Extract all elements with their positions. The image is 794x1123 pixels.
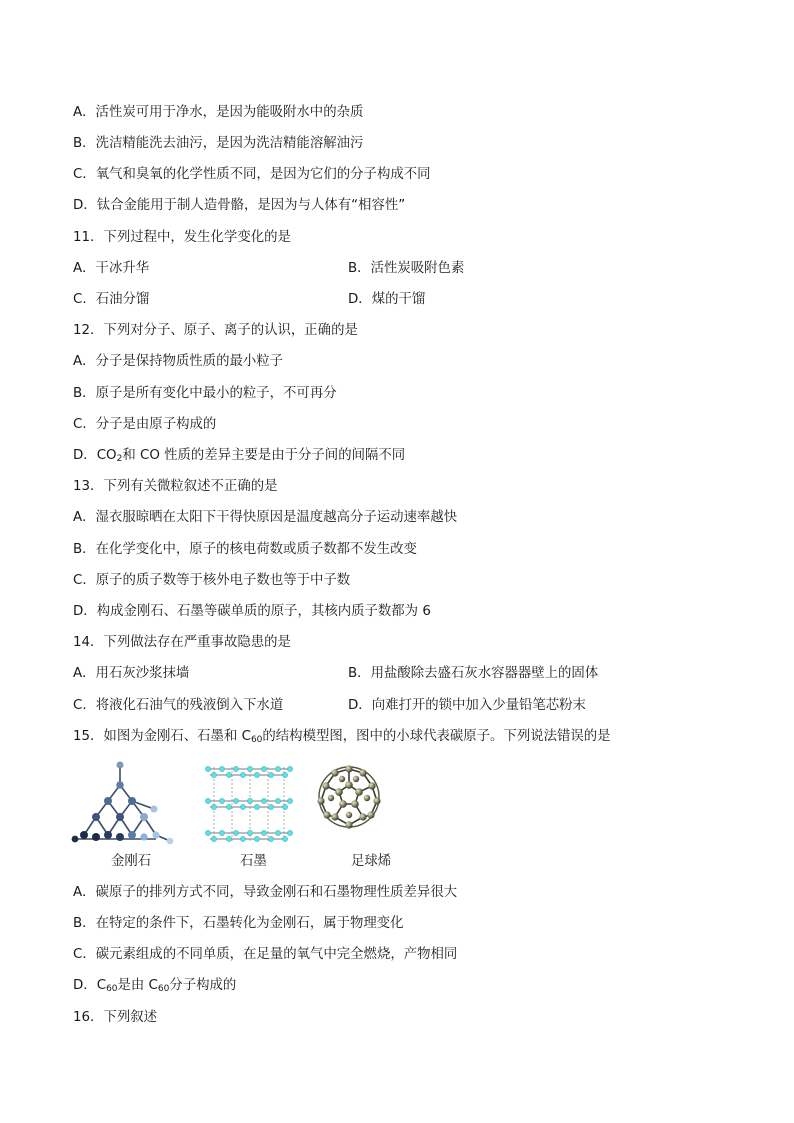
q11-option-b: B．活性炭吸附色素	[348, 261, 465, 276]
q15-option-d-post: 分子构成的	[169, 978, 237, 993]
question-11-stem: 11．下列过程中，发生化学变化的是	[73, 230, 291, 245]
q13-option-b: B．在化学变化中，原子的核电荷数或质子数都不发生改变	[73, 542, 417, 557]
label-fullerene: 足球烯	[351, 854, 392, 869]
q12-option-d-post: 和 CO 性质的差异主要是由于分子间的间隔不同	[122, 448, 406, 463]
fullerene-structure-image	[316, 757, 382, 839]
question-13-stem: 13．下列有关微粒叙述不正确的是	[73, 479, 278, 494]
q12-option-c: C．分子是由原子构成的	[73, 417, 217, 432]
q11-option-c: C．石油分馏	[73, 292, 150, 307]
label-diamond: 金刚石	[111, 854, 152, 869]
option-c: C．氧气和臭氧的化学性质不同，是因为它们的分子构成不同	[73, 167, 431, 182]
subscript-2: 2	[116, 454, 123, 464]
subscript-60-b: 60	[157, 984, 170, 994]
q12-option-a: A．分子是保持物质性质的最小粒子	[73, 354, 284, 369]
question-15-stem	[73, 728, 611, 749]
q15-option-b: B．在特定的条件下，石墨转化为金刚石，属于物理变化	[73, 916, 404, 931]
q12-option-d	[73, 447, 405, 468]
q15-option-d-mid: 是由 C	[117, 978, 158, 993]
q15-option-c: C．碳元素组成的不同单质，在足量的氧气中完全燃烧，产物相同	[73, 947, 458, 962]
option-a: A．活性炭可用于净水，是因为能吸附水中的杂质	[73, 105, 364, 120]
question-14-stem: 14．下列做法存在严重事故隐患的是	[73, 635, 291, 650]
q15-option-d-pre: D．C	[73, 978, 107, 993]
subscript-60-a: 60	[106, 984, 118, 994]
option-b: B．洗洁精能洗去油污，是因为洗洁精能溶解油污	[73, 136, 364, 151]
q14-option-a: A．用石灰沙浆抹墙	[73, 666, 190, 681]
q12-option-b: B．原子是所有变化中最小的粒子，不可再分	[73, 386, 337, 401]
q15-stem-pre: 15．如图为金刚石、石墨和 C	[73, 729, 251, 744]
q13-option-c: C．原子的质子数等于核外电子数也等于中子数	[73, 573, 351, 588]
question-12-stem: 12．下列对分子、原子、离子的认识，正确的是	[73, 323, 358, 338]
q14-option-d: D．向难打开的锁中加入少量铅笔芯粉末	[348, 698, 586, 713]
q15-stem-post: 的结构模型图，图中的小球代表碳原子。下列说法错误的是	[262, 729, 611, 744]
q11-option-d: D．煤的干馏	[348, 292, 426, 307]
label-graphite: 石墨	[240, 854, 267, 869]
q14-option-c: C．将液化石油气的残液倒入下水道	[73, 698, 284, 713]
q15-option-a: A．碳原子的排列方式不同，导致金刚石和石墨物理性质差异很大	[73, 885, 458, 900]
q14-option-b: B．用盐酸除去盛石灰水容器器壁上的固体	[348, 666, 599, 681]
q12-option-d-pre: D．CO	[73, 448, 117, 463]
carbon-structures-figure	[70, 757, 370, 849]
question-16-stem: 16．下列叙述	[73, 1010, 157, 1025]
option-d: D．钛合金能用于制人造骨骼，是因为与人体有“相容性”	[73, 198, 406, 213]
subscript-60: 60	[250, 735, 263, 745]
q13-option-d: D．构成金刚石、石墨等碳单质的原子，其核内质子数都为 6	[73, 604, 431, 619]
graphite-structure-image	[202, 757, 294, 849]
q11-option-a: A．干冰升华	[73, 261, 150, 276]
q13-option-a: A．湿衣服晾晒在太阳下干得快原因是温度越高分子运动速率越快	[73, 510, 458, 525]
diamond-structure-image	[70, 757, 182, 849]
q15-option-d	[73, 977, 236, 998]
